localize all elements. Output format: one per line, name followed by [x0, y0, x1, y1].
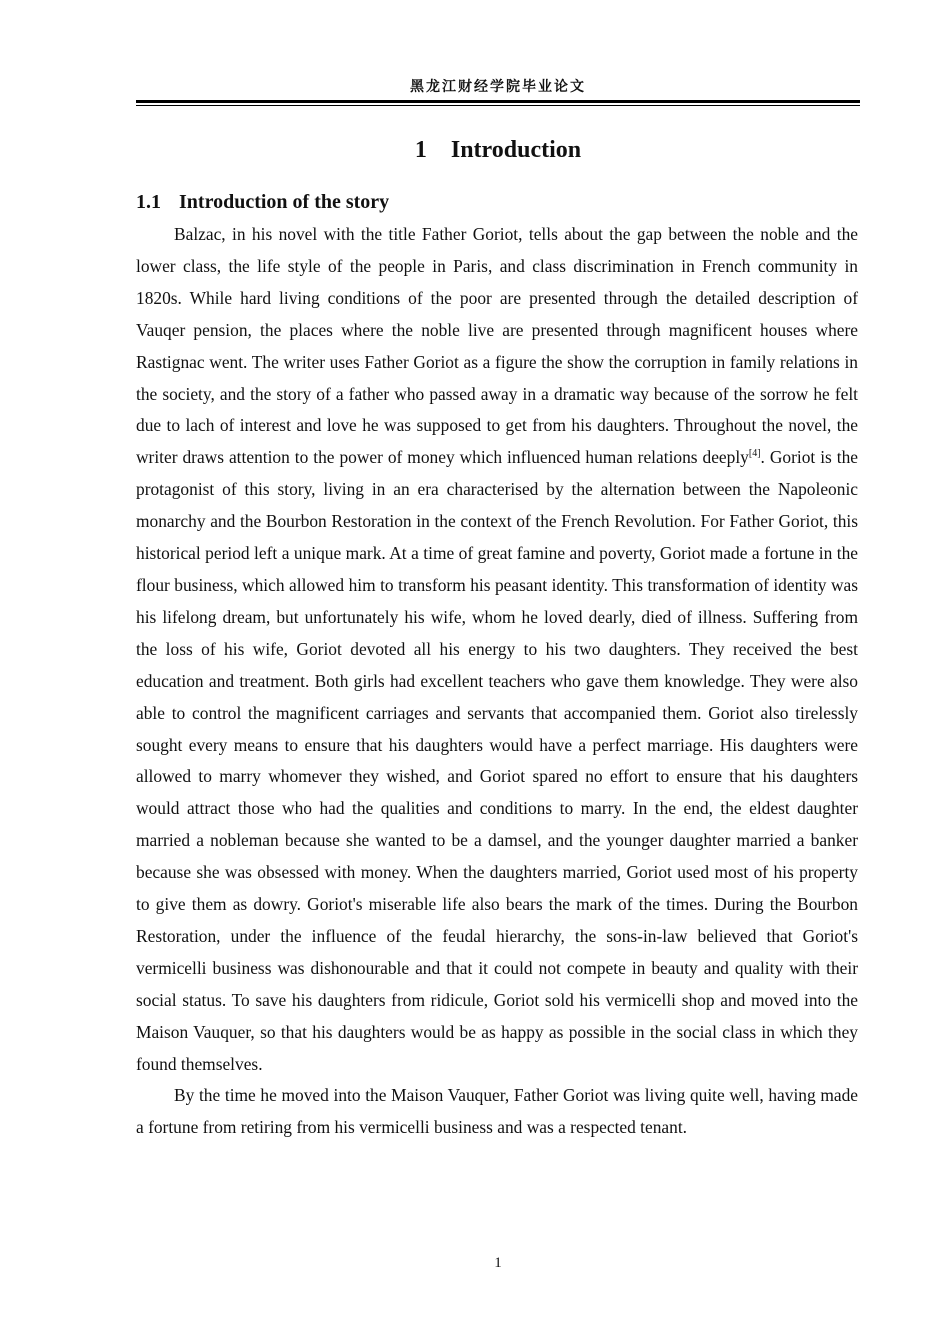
header-rule-thick — [136, 100, 860, 103]
paragraph-1 — [136, 219, 858, 1080]
paragraph-2: By the time he moved into the Maison Vauquer, Father Goriot was living quite well, having made a fortune from retiring from his vermicelli business and was a respected tenant. — [136, 1085, 858, 1138]
section-title — [136, 188, 389, 216]
chapter-title-text: Introduction — [450, 137, 582, 163]
citation-marker: [4] — [748, 448, 761, 460]
page-number: 1 — [494, 1255, 502, 1271]
chapter-title — [136, 134, 860, 166]
paragraph-1-text-a: Balzac, in his novel with the title Father Goriot, tells about the gap between the noble and the lower class, the life style of the people in Paris, and class discrimination in French community in 1820s. While hard living conditions of the poor are presented through the detailed description of Vauqer pension, the places where the noble live are presented through magnificent houses where Rastignac went. The writer uses Father Goriot as a figure the show the corruption in family relations in the society, and the story of a father who passed away in a dramatic way because of the sorrow he felt due to lach of interest and love he was supposed to get from his daughters. Throughout the novel, the writer draws attention to the power of money which influenced human relations deeply — [136, 224, 858, 468]
running-header: 黑龙江财经学院毕业论文 — [410, 80, 586, 95]
body-text — [136, 219, 858, 1144]
paragraph-1-text-b: . Goriot is the protagonist of this story, living in an era characterised by the alternation between the Napoleonic monarchy and the Bourbon Restoration in the context of the French Revolution. For Father Goriot, this historical period left a unique mark. At a time of great famine and poverty, Goriot made a fortune in the flour business, which allowed him to transform his peasant identity. This transformation of identity was his lifelong dream, but unfortunately his wife, whom he loved dearly, died of illness. Suffering from the loss of his wife, Goriot devoted all his energy to his two daughters. They received the best education and treatment. Both girls had excellent teachers who gave them knowledge. They were also able to control the magnificent carriages and servants that accompanied them. Goriot also tirelessly sought every means to ensure that his daughters would have a perfect marriage. His daughters were allowed to marry whomever they wished, and Goriot spared no effort to ensure that his daughters would attract those who had the qualities and conditions to marry. In the end, the eldest daughter married a nobleman because she wanted to be a damsel, and the younger daughter married a banker because she was obsessed with money. When the daughters married, Goriot used most of his property to give them as dowry. Goriot's miserable life also bears the mark of the times. During the Bourbon Restoration, under the influence of the feudal hierarchy, the sons-in-law believed that Goriot's vermicelli business was dishonourable and that it could not compete in beauty and quality with their social status. To save his daughters from ridicule, Goriot sold his vermicelli shop and moved into the Maison Vauquer, so that his daughters would be as happy as possible in the social class in which they found themselves. — [136, 447, 859, 1074]
section-title-text: Introduction of the story — [179, 191, 390, 213]
section-number: 1.1 — [136, 191, 161, 213]
header-rule-thin — [136, 105, 860, 106]
chapter-number: 1 — [414, 137, 427, 163]
